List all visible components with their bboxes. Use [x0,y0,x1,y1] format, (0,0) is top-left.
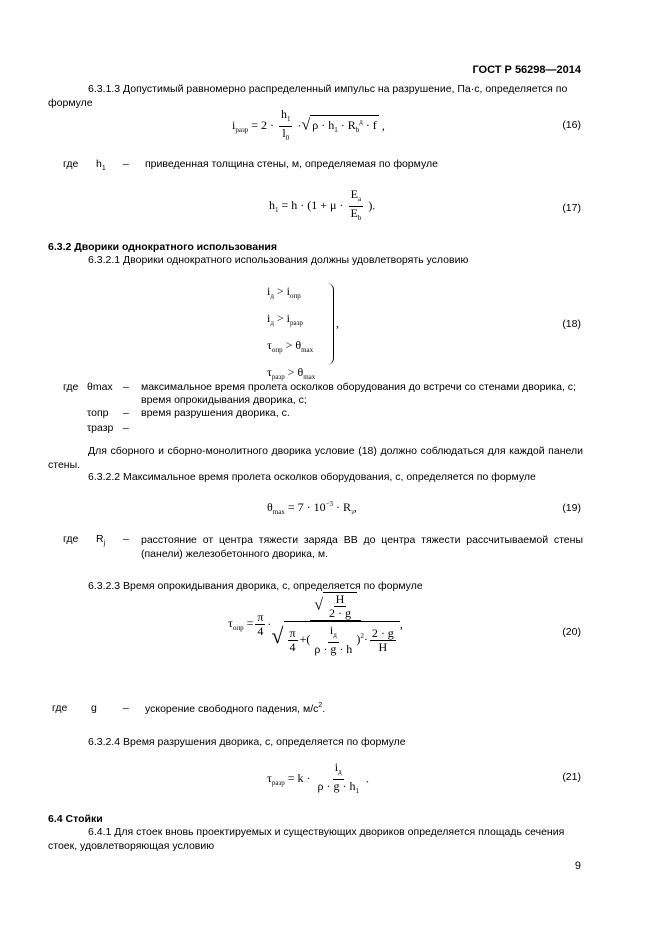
formula-18: $i_д > i_{опр}$ $i_д > i_{разр}$ $\tau_{опр} > \theta_{max}$ $\tau_{разр} > \theta_{max}$ [267,284,316,381]
paragraph-6-3-2-3: 6.3.2.3 Время опрокидывания дворика, с, определяется по формуле [88,580,423,592]
symbol-h1: $h_1$ [96,158,106,172]
text-r: расстояние от центра тяжести заряда ВВ до центра тяжести рассчитываемой стены (панели) железобетонного дворика, м. [141,534,583,560]
formula-19: $\theta_{max} = 7 \cdot 10^{-3} \cdot R_з$, [267,500,357,516]
text-theta: максимальное время пролета осколков оборудования до встречи со стенами дворика, с; [141,381,576,393]
where-label-3: где [63,533,79,545]
equation-number-19: (19) [562,502,581,514]
paragraph-assembly: Для сборного и сборно-монолитного дворика условие (18) должно соблюдаться для каждой панели стены. [48,445,583,471]
equation-number-17: (17) [562,202,581,214]
symbol-r: $R_j$ [96,533,106,547]
brace [327,283,334,365]
symbol-g: g [91,702,97,714]
doc-code: ГОСТ Р 56298—2014 [472,64,581,76]
formula-17: $h_1 = h \cdot (1 + \mu$ · $\frac{E_а}{E_b}$ ). [269,187,376,222]
symbol-tau-opr: τопр [87,407,109,419]
where-label-2: где [63,381,79,393]
equation-number-20: (20) [562,626,581,638]
formula-16: $i_{разр} = 2$ · $\frac{h_1}{l_0}$ ·√ $\rho \cdot h_1 \cdot R_b^д \cdot f$ , [232,107,385,142]
equation-number-21: (21) [562,771,581,783]
equation-number-18: (18) [562,318,581,330]
paragraph-6-3-2-4: 6.3.2.4 Время разрушения дворика, с, определяется по формуле [88,736,406,748]
dash-theta: – [123,381,129,393]
page-number: 9 [574,860,581,872]
where-label-4: где [52,702,68,714]
paragraph-6-3-2-1: 6.3.2.1 Дворики однократного использования должны удовлетворять условию [88,254,469,266]
section-title-6-4: 6.4 Стойки [48,813,103,825]
dash-g: – [123,702,129,714]
paragraph-6-4-1: 6.4.1 Для стоек вновь проектируемых и существующих двориков определяется площадь сечения стоек, удовлетворяющая условию [48,826,565,852]
paragraph-6-3-2-2: 6.3.2.2 Максимальное время пролета осколков оборудования, с, определяется по формуле [88,471,536,483]
equation-number-16: (16) [562,119,581,131]
formula-21: $\tau_{разр} = k$ · $\frac{i_д}{\rho \cdot g \cdot h_1}$ . [267,760,369,795]
formula-20: $\tau_{опр}$ = $\frac{\pi}{4}$ · √ $\frac{H}{2 \cdot g}$ √ $\frac{\pi}{4}$ +( $\frac{i_д}{\rho \cdot g \cdot h}$ )$^2$· $\frac{2 \cdot g}{H}$ , [228,592,403,656]
section-title-6-3-2: 6.3.2 Дворики однократного использования [48,241,278,253]
text-g: ускорение свободного падения, $м/с^2$. [145,702,326,715]
text-tau-opr: время опрокидывания дворика, с; [141,394,307,406]
paragraph-6-3-1-3: 6.3.1.3 Допустимый равномерно распределенный импульс на разрушение, Па·с, определяется по формуле [48,83,568,109]
text-tau-razr: время разрушения дворика, с. [141,407,290,419]
formula-18-comma: , [336,316,339,330]
where-text-h1: приведенная толщина стены, м, определяемая по формуле [145,158,438,170]
dash-tau-razr: – [123,422,129,434]
where-dash: – [123,158,129,170]
dash-r: – [123,533,129,545]
dash-tau-opr: – [123,407,129,419]
symbol-theta-max: θmax [87,381,113,393]
symbol-tau-razr: τразр [87,422,114,434]
where-label: где [63,158,79,170]
